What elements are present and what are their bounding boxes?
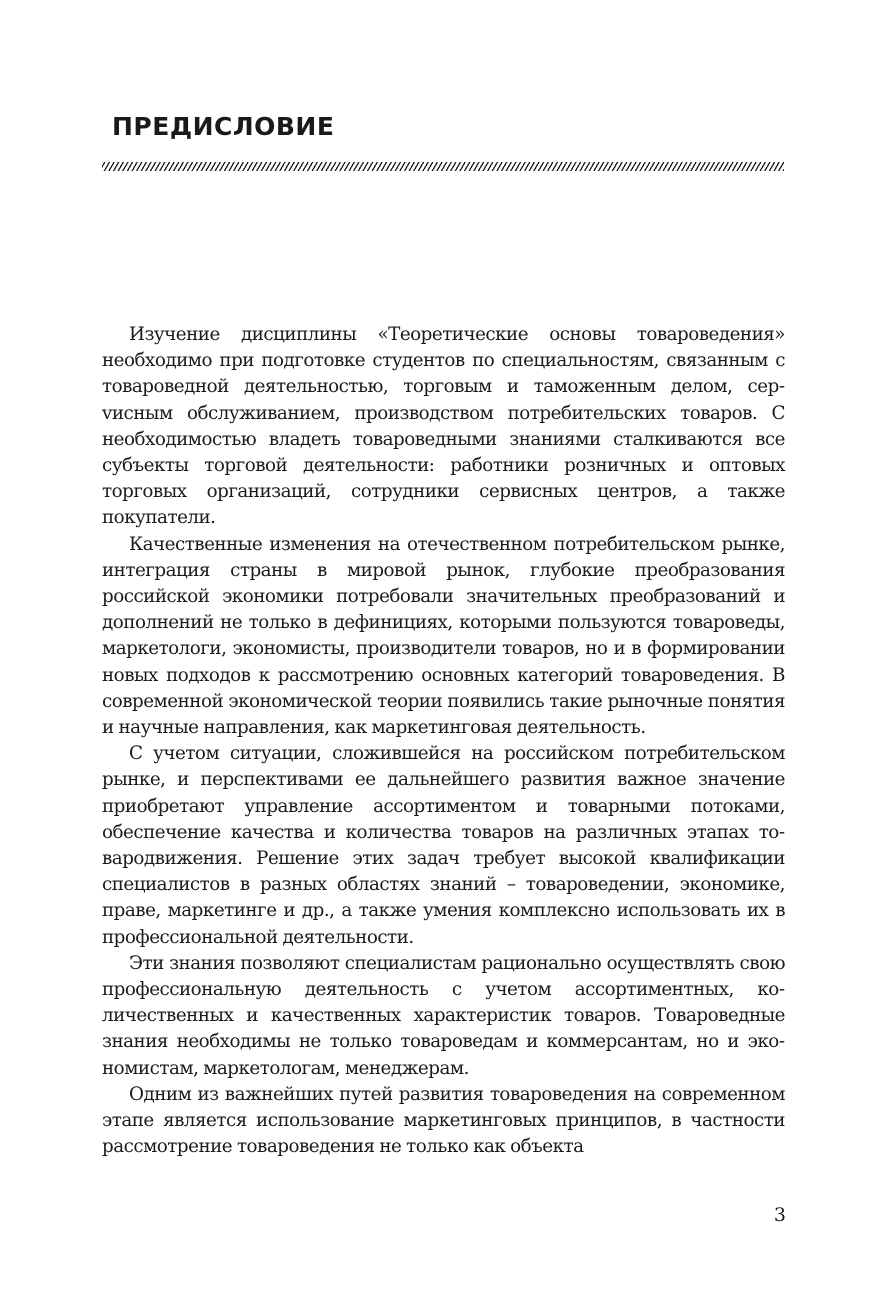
paragraph: Изучение дисциплины «Теоретические основы товароведения» необходимо при подготовке студентов по специальностям, связанным с товароведной деятельностью, торговым и таможенным делом, серvисным обслуживанием, производством потребительских товаров. С необходимостью владеть товароведными знаниями сталкиваются все субъекты торговой деятельности: работники розничных и оптовых торговых организаций, сотрудники сервисных центров, а также покупатели. [102, 324, 785, 529]
chapter-heading: ПРЕДИСЛОВИЕ [112, 112, 335, 141]
body-text [102, 322, 785, 1161]
paragraph: Качественные изменения на отечественном потребительском рынке, интеграция страны в мировой рынок, глубокие преобразования российской экономики потребовали значительных преобразований и дополнений не только в дефинициях, которыми пользуются товароведы, маркетологи, экономисты, производители товаров, но и в формировании новых подходов к рассмотрению основных категорий товароведения. В современной экономической теории появились такие рыночные понятия и научные направления, как маркетинговая деятельность. [102, 533, 785, 739]
paragraph: Одним из важнейших путей развития товароведения на современном этапе является использование маркетинговых принципов, в частности рассмотрение товароведения не только как объекта [102, 1083, 785, 1158]
page-number: 3 [773, 1204, 786, 1226]
paragraph: Эти знания позволяют специалистам рационально осуществлять свою профессиональную деятельность с учетом ассортиментных, количественных и качественных характеристик товаров. Товароведные знания необходимы не только товароведам и коммерсантам, но и экономистам, маркетологам, менеджерам. [102, 952, 785, 1079]
hatched-divider [102, 162, 784, 171]
paragraph: С учетом ситуации, сложившейся на российском потребительском рынке, и перспективами ее дальнейшего развития важное значение приобретают управление ассортиментом и товарными потоками, обеспечение качества и количества товаров на различных этапах товародвижения. Решение этих задач требует высокой квалификации специалистов в разных областях знаний – товароведении, экономике, праве, маркетинге и др., а также умения комплексно использовать их в профессиональной деятельности. [102, 743, 785, 948]
